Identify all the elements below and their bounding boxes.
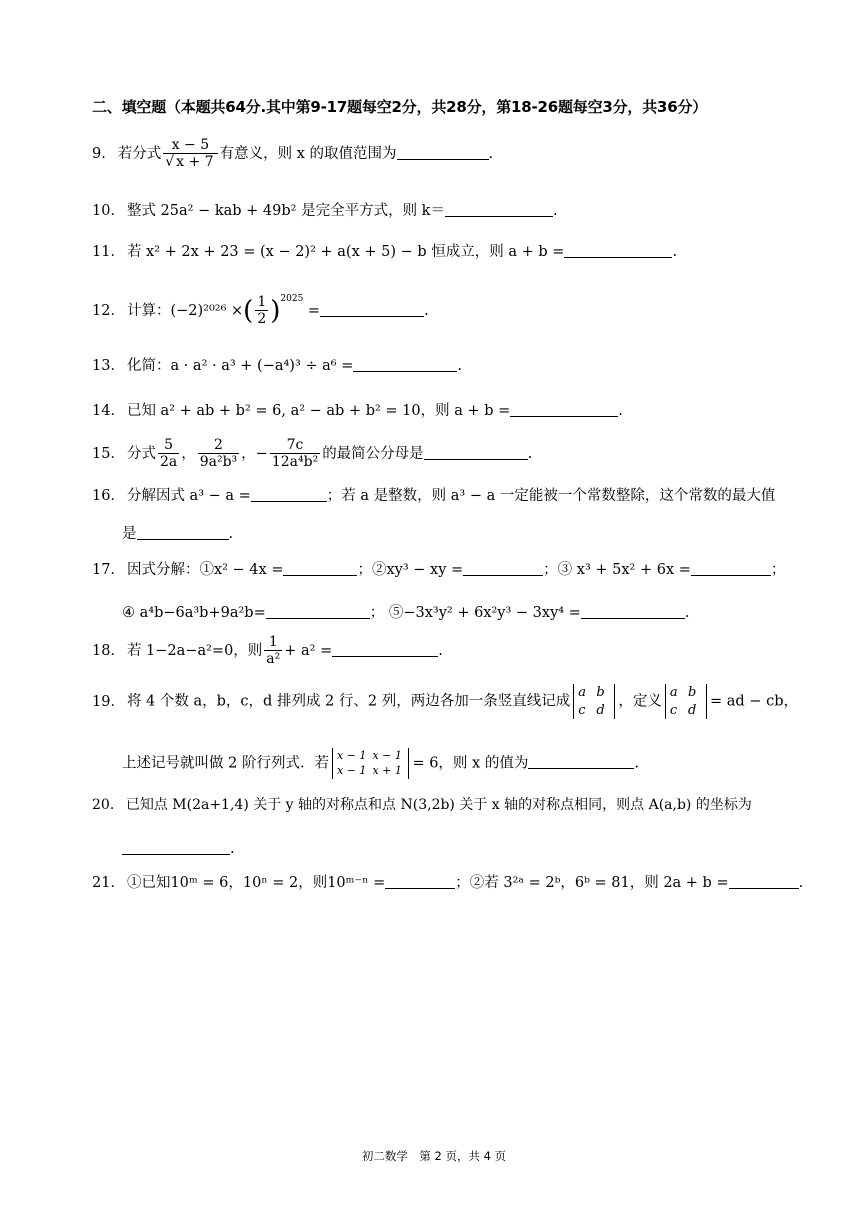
question-9: 9． 若分式 $\frac{x - 5}{√ x + 7}$ 有意义，则 x 的取值范围为 . (92, 137, 494, 171)
question-16: 16． 分解因式 a³ − a = ；若 a 是整数，则 a³ − a 一定能被一个常数整除，这个常数的最大值 (92, 488, 776, 504)
answer-blank[interactable] (122, 840, 230, 855)
section-title: 二、填空题（本题共64分.其中第9-17题每空2分，共28分，第18-26题每空3分，共36分） (92, 98, 708, 116)
question-19: 19． 将 4 个数 a，b，c，d 排列成 2 行、2 列，两边各加一条竖直线记成a b c d，定义a b c d= ad − cb， (92, 685, 798, 718)
fraction: $\frac{x - 5}{√ x + 7}$ (163, 138, 217, 170)
fraction-1: $\frac{5}{2a}$ (159, 437, 178, 471)
answer-blank-2[interactable] (463, 561, 543, 576)
question-17-continuation: ④ a⁴b−6a³b+9a²b= ； ⑤−3x³y² + 6x²y³ − 3xy⁴ = . (122, 605, 690, 621)
answer-blank[interactable] (397, 145, 489, 160)
answer-blank-2[interactable] (729, 874, 799, 889)
answer-blank[interactable] (510, 402, 618, 417)
fraction: $\frac{1}{2}$ (257, 293, 267, 328)
page-footer: 初二数学 第 2 页，共 4 页 (361, 1149, 507, 1163)
question-20-continuation: . (92, 840, 792, 858)
answer-blank-3[interactable] (691, 561, 771, 576)
determinant-definition: a b c d (665, 684, 707, 719)
answer-blank[interactable] (353, 357, 457, 372)
answer-blank-1[interactable] (385, 874, 455, 889)
question-17: 17． 因式分解：①x² − 4x = ；②xy³ − xy = ；③ x³ + 5x² + 6x = ； (92, 562, 786, 578)
question-15: 15． 分式 $\frac{5}{2a}$ ， $\frac{2}{\text{9a²b³}}$ ，− $\frac{7c}{\text{12a⁴b²}}$ 的最简公分母是 . (92, 437, 533, 471)
answer-blank[interactable] (320, 302, 424, 317)
question-16-continuation: 是 . (122, 526, 234, 542)
question-19-continuation: 上述记号就叫做 2 阶行列式．若 x − 1 x − 1 x − 1 x + 1 = 6，则 x 的值为 . (122, 749, 639, 778)
answer-blank[interactable] (424, 445, 528, 460)
question-12: 12． 计算：(−2)²⁰²⁶ ×( $\frac{1}{2}$ )$^{2025}$ = . (92, 293, 429, 328)
fraction-2: $\frac{2}{\text{9a²b³}}$ (199, 437, 238, 471)
question-21: 21． ①已知10ᵐ = 6，10ⁿ = 2，则10ᵐ⁻ⁿ = ；②若 3²ᵃ = 2ᵇ，6ᵇ = 81，则 2a + b = . (92, 875, 804, 891)
question-18: 18． 若 1−2a−a²=0，则 $\frac{1}{\text{a²}}$ + a² = . (92, 634, 443, 668)
question-13: 13． 化简：a · a² · a³ + (−a⁴)³ ÷ a⁶ = . (92, 358, 462, 374)
answer-blank-2[interactable] (137, 525, 229, 540)
answer-blank[interactable] (528, 754, 634, 769)
answer-blank-5[interactable] (581, 604, 685, 619)
question-14: 14． 已知 a² + ab + b² = 6, a² − ab + b² = 10，则 a + b = . (92, 403, 623, 419)
answer-blank-1[interactable] (251, 487, 327, 502)
answer-blank[interactable] (332, 642, 438, 657)
fraction: $\frac{1}{\text{a²}}$ (266, 634, 281, 668)
answer-blank-4[interactable] (266, 604, 370, 619)
answer-blank-1[interactable] (283, 561, 357, 576)
determinant-expression: x − 1 x − 1 x − 1 x + 1 (332, 748, 410, 779)
question-20: 20． 已知点 M(2a+1,4) 关于 y 轴的对称点和点 N(3,2b) 关于 x 轴的对称点相同，则点 A(a,b) 的坐标为 (92, 797, 752, 813)
determinant-notation: a b c d (573, 684, 615, 719)
question-10: 10． 整式 25a² − kab + 49b² 是完全平方式，则 k＝ . (92, 203, 558, 219)
question-11: 11． 若 x² + 2x + 23 = (x − 2)² + a(x + 5) − b 恒成立，则 a + b = . (92, 244, 678, 260)
fraction-3: $\frac{7c}{\text{12a⁴b²}}$ (271, 437, 319, 471)
answer-blank[interactable] (564, 243, 672, 258)
answer-blank[interactable] (445, 202, 553, 217)
